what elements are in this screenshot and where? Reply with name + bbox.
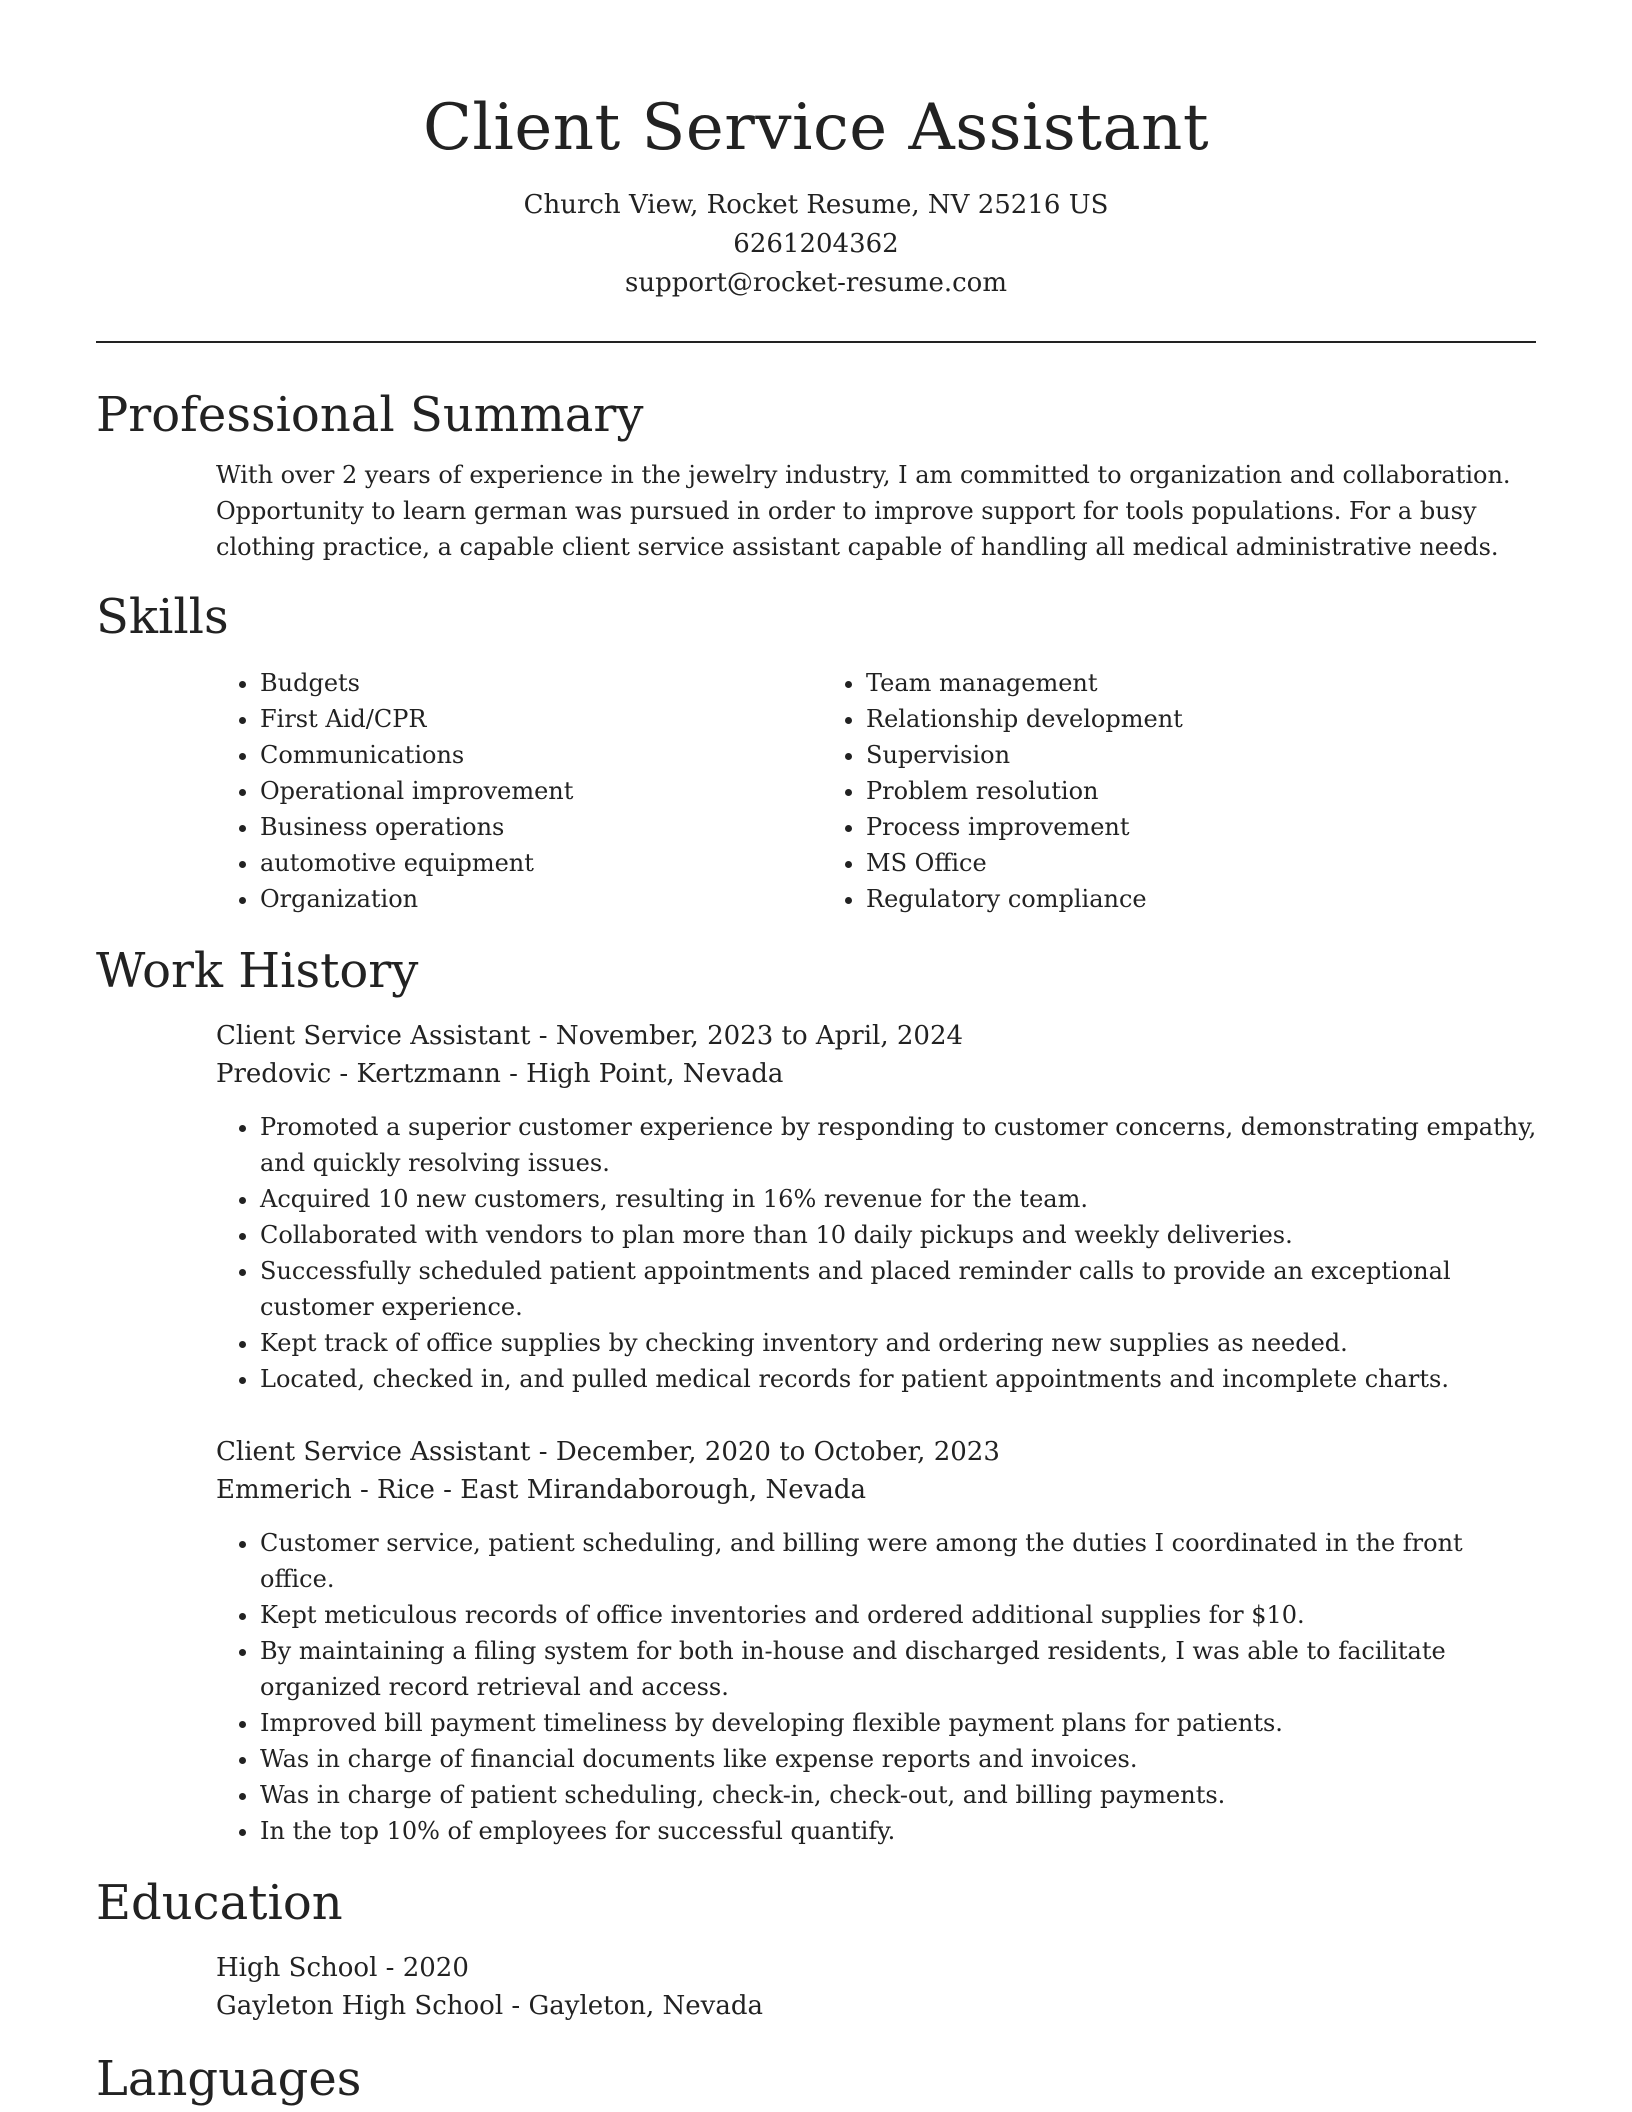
job-bullet: • Improved bill payment timeliness by developing flexible payment plans for patients. [260,1705,1538,1741]
job-role: Client Service Assistant [216,1021,531,1051]
job-bullet: • Kept meticulous records of office inventories and ordered additional supplies for $10. [260,1597,1538,1633]
job-bullet: • Kept track of office supplies by checking inventory and ordering new supplies as needed. [260,1325,1538,1361]
header-divider [96,341,1536,343]
resume-header [96,0,1536,303]
job-company-line: Predovic - Kertzmann - High Point, Nevada [216,1059,784,1089]
skills-list [96,665,1536,917]
job-company: Emmerich - Rice [216,1475,435,1505]
job-location: East Mirandaborough, Nevada [460,1475,867,1505]
job-role: Client Service Assistant [216,1437,531,1467]
address-text: Church View, Rocket Resume, NV 25216 US [523,190,1109,220]
job-bullets-wrap [96,1109,1536,1397]
skill-item: • Relationship development [866,701,1536,737]
job-bullet: • Customer service, patient scheduling, and billing were among the duties I coordinated in the front office. [260,1525,1538,1597]
skill-item: • Operational improvement [260,773,822,809]
education-entry [96,1949,1536,2025]
skill-item: • Regulatory compliance [866,881,1536,917]
summary-heading: Professional Summary [96,387,644,443]
job-company-line: Emmerich - Rice - East Mirandaborough, Nevada [216,1475,867,1505]
skill-item: • Communications [260,737,822,773]
skill-item: • Supervision [866,737,1536,773]
education-year: 2020 [402,1953,469,1983]
job-entry [96,1433,1536,1509]
job-company: Predovic - Kertzmann [216,1059,501,1089]
skills-heading: Skills [96,589,229,645]
skill-item: • Budgets [260,665,822,701]
job-title-line: Client Service Assistant - December, 2020 to October, 2023 [216,1437,1000,1467]
job-dates: December, 2020 to October, 2023 [555,1437,1000,1467]
job-bullets [216,1109,1538,1397]
skill-item: • First Aid/CPR [260,701,822,737]
skill-item: • MS Office [866,845,1536,881]
skill-item: • Team management [866,665,1536,701]
skill-item: • Business operations [260,809,822,845]
education-degree: High School [216,1953,378,1983]
phone-text: 6261204362 [733,229,899,259]
job-location: High Point, Nevada [526,1059,784,1089]
skill-item: • Process improvement [866,809,1536,845]
job-dates: November, 2023 to April, 2024 [555,1021,964,1051]
education-degree-line: High School - 2020 [216,1953,469,1983]
candidate-name: Client Service Assistant [422,91,1210,165]
job-bullet: • Was in charge of patient scheduling, check-in, check-out, and billing payments. [260,1777,1538,1813]
education-school-line: Gayleton High School - Gayleton, Nevada [216,1991,763,2021]
job-bullet: • By maintaining a filing system for both in-house and discharged residents, I was able to facilitate organized record retrieval and access. [260,1633,1538,1705]
education-location: Gayleton, Nevada [528,1991,763,2021]
job-bullets-wrap [96,1525,1536,1849]
education-school: Gayleton High School [216,1991,504,2021]
job-bullets [216,1525,1538,1849]
summary-text: With over 2 years of experience in the jewelry industry, I am committed to organization and collaboration. Opportunity to learn german was pursued in order to improve support for tools populations. For a busy clothing practice, a capable client service assistant capable of handling all medical administrative needs. [216,461,1511,561]
skills-column-left [216,665,822,917]
skill-item: • Problem resolution [866,773,1536,809]
job-bullet: • Successfully scheduled patient appointments and placed reminder calls to provide an exceptional customer experience. [260,1253,1538,1325]
email-text: support@rocket-resume.com [624,268,1007,298]
summary-section [96,457,1536,565]
work-history-heading: Work History [96,943,419,999]
job-bullet: • Collaborated with vendors to plan more than 10 daily pickups and weekly deliveries. [260,1217,1538,1253]
job-bullet: • Acquired 10 new customers, resulting in 16% revenue for the team. [260,1181,1538,1217]
job-title-line: Client Service Assistant - November, 2023 to April, 2024 [216,1021,964,1051]
job-bullet: • Located, checked in, and pulled medical records for patient appointments and incomplete charts. [260,1361,1538,1397]
job-bullet: • Was in charge of financial documents like expense reports and invoices. [260,1741,1538,1777]
job-entry [96,1017,1536,1093]
skills-column-right [822,665,1536,917]
contact-info [96,186,1536,303]
job-bullet: • In the top 10% of employees for successful quantify. [260,1813,1538,1849]
skill-item: • automotive equipment [260,845,822,881]
education-heading: Education [96,1875,343,1931]
job-bullet: • Promoted a superior customer experience by responding to customer concerns, demonstrating empathy, and quickly resolving issues. [260,1109,1538,1181]
languages-heading: Languages [96,2051,362,2107]
skill-item: • Organization [260,881,822,917]
